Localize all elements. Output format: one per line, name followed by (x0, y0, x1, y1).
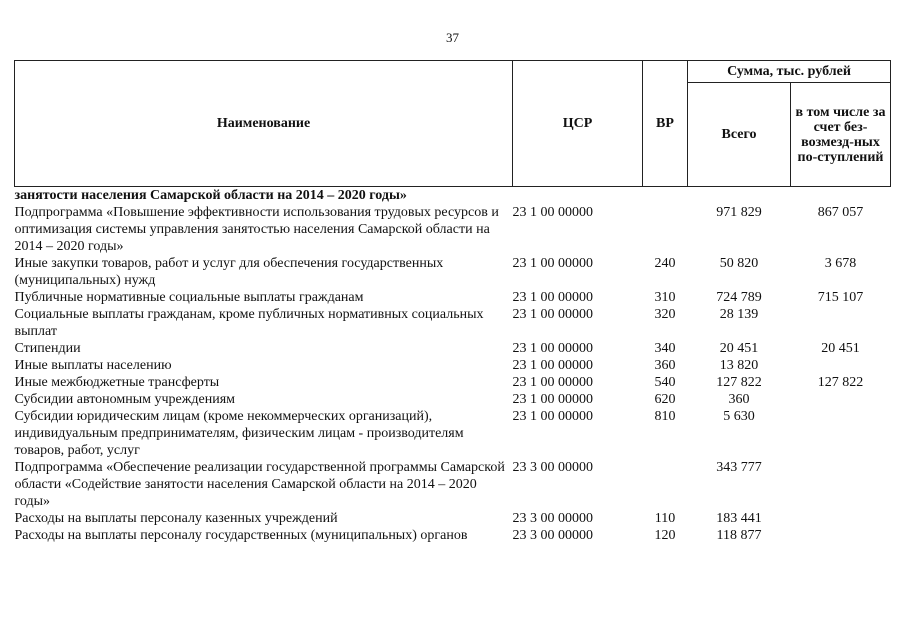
cell-including (791, 527, 891, 544)
cell-total: 20 451 (719, 341, 759, 356)
page-number: 37 (446, 30, 459, 45)
header-sum: Сумма, тыс. рублей (688, 61, 891, 83)
cell-total: 127 822 (716, 375, 762, 390)
cell-csr: 23 1 00 00000 (512, 205, 593, 220)
cell-including: 20 451 (821, 341, 860, 356)
table-row (15, 357, 891, 374)
cell-total: 50 820 (719, 256, 759, 271)
cell-including: 867 057 (817, 205, 864, 220)
cell-name: Расходы на выплаты персоналу государственных (муниципальных) органов (14, 528, 468, 543)
cell-including (791, 391, 891, 408)
header-including: в том числе за счет без-возмезд-ных по-ступлений (791, 83, 891, 187)
cell-total: 13 820 (719, 358, 759, 373)
cell-csr: 23 1 00 00000 (512, 256, 593, 271)
cell-total: 360 (728, 392, 750, 407)
cell-name: Иные выплаты населению (14, 358, 172, 373)
cell-csr: 23 3 00 00000 (512, 528, 593, 543)
table-row (15, 391, 891, 408)
cell-name: Публичные нормативные социальные выплаты гражданам (14, 290, 364, 305)
table-row (15, 527, 891, 544)
cell-name: Субсидии юридическим лицам (кроме некоммерческих организаций), индивидуальным предпринимателям, физическим лицам - производителям товаров, работ, услуг (14, 409, 464, 458)
table-row (15, 408, 891, 459)
cell-including: 715 107 (817, 290, 864, 305)
table-row (15, 204, 891, 255)
cell-total: 183 441 (716, 511, 762, 526)
cell-csr: 23 1 00 00000 (512, 409, 593, 424)
cell-name: Субсидии автономным учреждениям (14, 392, 236, 407)
header-total: Всего (688, 83, 791, 187)
cell-name: Иные межбюджетные трансферты (14, 375, 220, 390)
cell-including: 127 822 (817, 375, 864, 390)
header-csr: ЦСР (513, 61, 643, 187)
cell-csr: 23 3 00 00000 (512, 511, 593, 526)
cell-vr: 620 (654, 392, 676, 407)
cell-vr: 110 (654, 511, 676, 526)
header-name: Наименование (15, 61, 513, 187)
cell-csr: 23 3 00 00000 (512, 460, 593, 475)
cell-including: 3 678 (824, 256, 857, 271)
cell-csr: 23 1 00 00000 (512, 375, 593, 390)
cell-vr: 360 (654, 358, 676, 373)
cell-including (791, 408, 891, 459)
cell-csr: 23 1 00 00000 (512, 341, 593, 356)
budget-table (14, 60, 891, 544)
cell-csr: 23 1 00 00000 (512, 358, 593, 373)
cell-name: Расходы на выплаты персоналу казенных учреждений (14, 511, 338, 526)
cell-vr: 810 (654, 409, 676, 424)
cell-vr: 310 (654, 290, 676, 305)
table-row (15, 459, 891, 510)
section-title: занятости населения Самарской области на 2014 – 2020 годы» (14, 188, 407, 203)
cell-name: Подпрограмма «Обеспечение реализации государственной программы Самарской области «Содействие занятости населения Самарской области на 2014 – 2020 годы» (14, 460, 505, 509)
cell-total: 5 630 (723, 409, 755, 424)
cell-vr: 240 (654, 256, 676, 271)
cell-vr: 320 (654, 307, 676, 322)
table-header (15, 61, 891, 187)
cell-name: Стипендии (14, 341, 81, 356)
cell-including (791, 459, 891, 510)
cell-vr: 340 (654, 341, 676, 356)
cell-total: 724 789 (716, 290, 762, 305)
table-row (15, 374, 891, 391)
cell-vr: 120 (654, 528, 676, 543)
cell-csr: 23 1 00 00000 (512, 290, 593, 305)
cell-csr: 23 1 00 00000 (512, 307, 593, 322)
cell-vr (643, 204, 688, 255)
section-title-row (15, 187, 891, 205)
cell-including (791, 357, 891, 374)
cell-including (791, 306, 891, 340)
cell-name: Иные закупки товаров, работ и услуг для обеспечения государственных (муниципальных) нужд (14, 256, 444, 288)
cell-total: 28 139 (719, 307, 759, 322)
cell-vr: 540 (654, 375, 676, 390)
cell-including (791, 510, 891, 527)
table-row (15, 340, 891, 357)
cell-total: 343 777 (716, 460, 762, 475)
table-row (15, 306, 891, 340)
cell-name: Социальные выплаты гражданам, кроме публичных нормативных социальных выплат (14, 307, 484, 339)
table-row (15, 510, 891, 527)
cell-total: 971 829 (716, 205, 762, 220)
cell-csr: 23 1 00 00000 (512, 392, 593, 407)
cell-vr (643, 459, 688, 510)
table-body (15, 187, 891, 545)
table-row (15, 255, 891, 289)
header-vr: ВР (643, 61, 688, 187)
cell-total: 118 877 (716, 528, 762, 543)
cell-name: Подпрограмма «Повышение эффективности использования трудовых ресурсов и оптимизация системы управления занятостью населения Самарской области на 2014 – 2020 годы» (14, 205, 499, 254)
table-row (15, 289, 891, 306)
